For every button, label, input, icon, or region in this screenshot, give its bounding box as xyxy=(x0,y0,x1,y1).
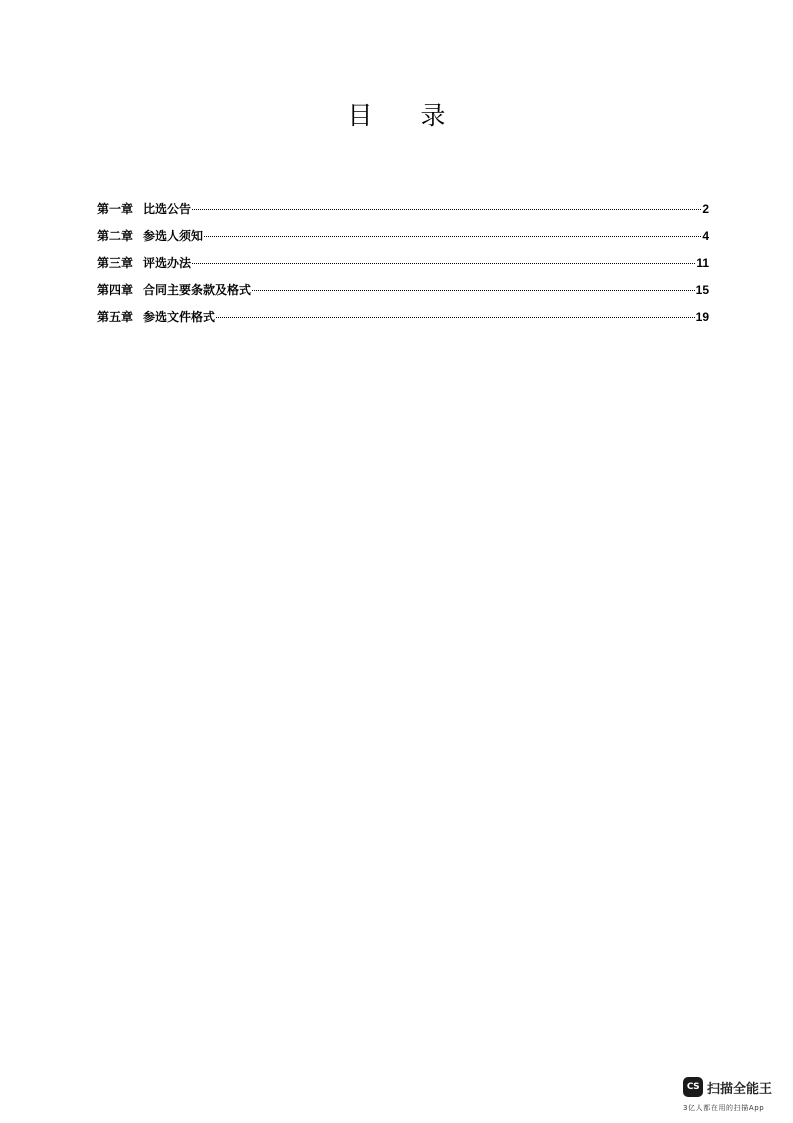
toc-chapter-number: 第二章 xyxy=(97,229,134,243)
toc-chapter-number: 第三章 xyxy=(97,256,134,270)
toc-dot-leader xyxy=(252,278,695,291)
toc-entry[interactable] xyxy=(97,307,709,334)
toc-chapter-title: 参选人须知 xyxy=(143,229,204,243)
table-of-contents xyxy=(97,199,709,334)
toc-entry[interactable] xyxy=(97,280,709,307)
toc-chapter-number: 第五章 xyxy=(97,310,134,324)
toc-page-number: 2 xyxy=(702,202,709,216)
watermark-tagline: 3亿人都在用的扫描App xyxy=(683,1104,765,1112)
toc-page-number: 11 xyxy=(696,256,709,270)
toc-chapter-title: 参选文件格式 xyxy=(143,310,216,324)
toc-entry[interactable] xyxy=(97,253,709,280)
toc-entry[interactable] xyxy=(97,226,709,253)
toc-page-number: 15 xyxy=(695,283,709,297)
toc-chapter-number: 第一章 xyxy=(97,202,134,216)
toc-page-number: 19 xyxy=(695,310,709,324)
camscanner-logo-icon: CS xyxy=(683,1077,703,1097)
toc-heading: 目 录 xyxy=(347,101,466,130)
toc-chapter-title: 评选办法 xyxy=(143,256,192,270)
toc-dot-leader xyxy=(204,224,701,237)
watermark-app-name: 扫描全能王 xyxy=(707,1081,773,1097)
toc-dot-leader xyxy=(192,197,701,210)
scanner-watermark xyxy=(683,1076,783,1116)
toc-entry[interactable] xyxy=(97,199,709,226)
toc-chapter-title: 比选公告 xyxy=(143,202,192,216)
toc-chapter-title: 合同主要条款及格式 xyxy=(143,283,252,297)
toc-dot-leader xyxy=(216,305,695,318)
toc-chapter-number: 第四章 xyxy=(97,283,134,297)
toc-page-number: 4 xyxy=(702,229,709,243)
toc-dot-leader xyxy=(192,251,695,264)
